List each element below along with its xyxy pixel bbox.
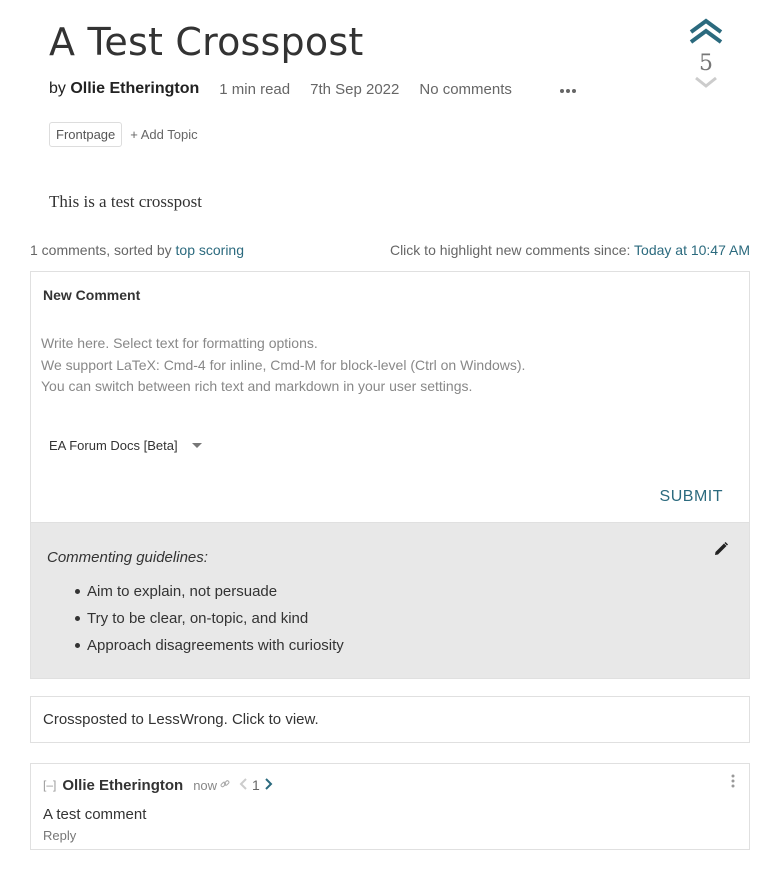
post-body: This is a test crosspost <box>49 192 202 211</box>
downvote-chevron-icon[interactable] <box>688 75 724 94</box>
collapse-toggle[interactable]: [–] <box>43 778 57 792</box>
post-vote-widget <box>688 18 724 94</box>
new-comment-form <box>30 271 750 523</box>
upvote-chevron-icon[interactable] <box>688 18 724 51</box>
comment-meta <box>43 776 274 794</box>
comments-count-link[interactable]: No comments <box>419 80 512 98</box>
more-vertical-icon[interactable] <box>731 774 735 793</box>
placeholder-line: We support LaTeX: Cmd-4 for inline, Cmd-M for block-level (Ctrl on Windows). <box>41 356 526 373</box>
comment-item <box>30 763 750 850</box>
placeholder-line: Write here. Select text for formatting options. <box>41 335 318 351</box>
add-topic-button[interactable]: + Add Topic <box>130 127 198 142</box>
post-tags <box>49 122 198 147</box>
post-title: A Test Crosspost <box>49 20 364 64</box>
guideline-item: Approach disagreements with curiosity <box>87 632 344 659</box>
more-options-icon[interactable] <box>559 78 577 99</box>
reply-button[interactable]: Reply <box>43 828 77 843</box>
post-score: 5 <box>699 51 713 76</box>
comments-count-label: 1 comments, sorted by <box>30 242 176 258</box>
since-date-selector[interactable]: Today at 10:47 AM <box>634 242 750 258</box>
comment-time[interactable]: now <box>193 777 218 793</box>
author-block <box>49 80 199 98</box>
chevron-left-icon[interactable] <box>238 777 248 794</box>
comments-sort-info <box>30 242 244 258</box>
guideline-item: Try to be clear, on-topic, and kind <box>87 605 344 632</box>
comment-vote-widget <box>238 777 274 794</box>
chevron-down-icon <box>192 443 202 448</box>
highlight-new-comments <box>390 242 750 258</box>
by-label: by <box>49 80 71 97</box>
submit-button[interactable]: SUBMIT <box>659 488 723 505</box>
comment-text: A test comment <box>43 806 147 823</box>
post-date[interactable]: 7th Sep 2022 <box>310 80 400 98</box>
crosspost-notice[interactable] <box>30 696 750 743</box>
crosspost-label: Crossposted to LessWrong. Click to view. <box>43 711 319 728</box>
link-icon[interactable] <box>220 776 230 794</box>
guidelines-title: Commenting guidelines: <box>47 549 208 566</box>
editor-type-select[interactable] <box>49 438 202 453</box>
new-comment-label: New Comment <box>43 287 141 303</box>
highlight-label: Click to highlight new comments since: <box>389 242 635 258</box>
guideline-item: Aim to explain, not persuade <box>87 578 344 605</box>
read-time: 1 min read <box>219 80 291 98</box>
comments-header <box>30 242 750 258</box>
pencil-icon[interactable] <box>713 541 729 562</box>
chevron-right-icon[interactable] <box>264 777 274 794</box>
editor-type-value: EA Forum Docs [Beta] <box>49 438 178 453</box>
commenting-guidelines <box>30 523 750 679</box>
sort-selector[interactable]: top scoring <box>175 242 244 258</box>
tag-frontpage[interactable]: Frontpage <box>49 122 122 147</box>
comment-editor-input[interactable] <box>41 333 525 398</box>
post-author-link[interactable]: Ollie Etherington <box>70 80 200 97</box>
placeholder-line: You can switch between rich text and markdown in your user settings. <box>41 378 473 394</box>
comment-score: 1 <box>252 777 260 793</box>
post-byline <box>49 80 512 98</box>
comment-author-link[interactable]: Ollie Etherington <box>62 776 184 794</box>
guidelines-list <box>87 578 344 659</box>
